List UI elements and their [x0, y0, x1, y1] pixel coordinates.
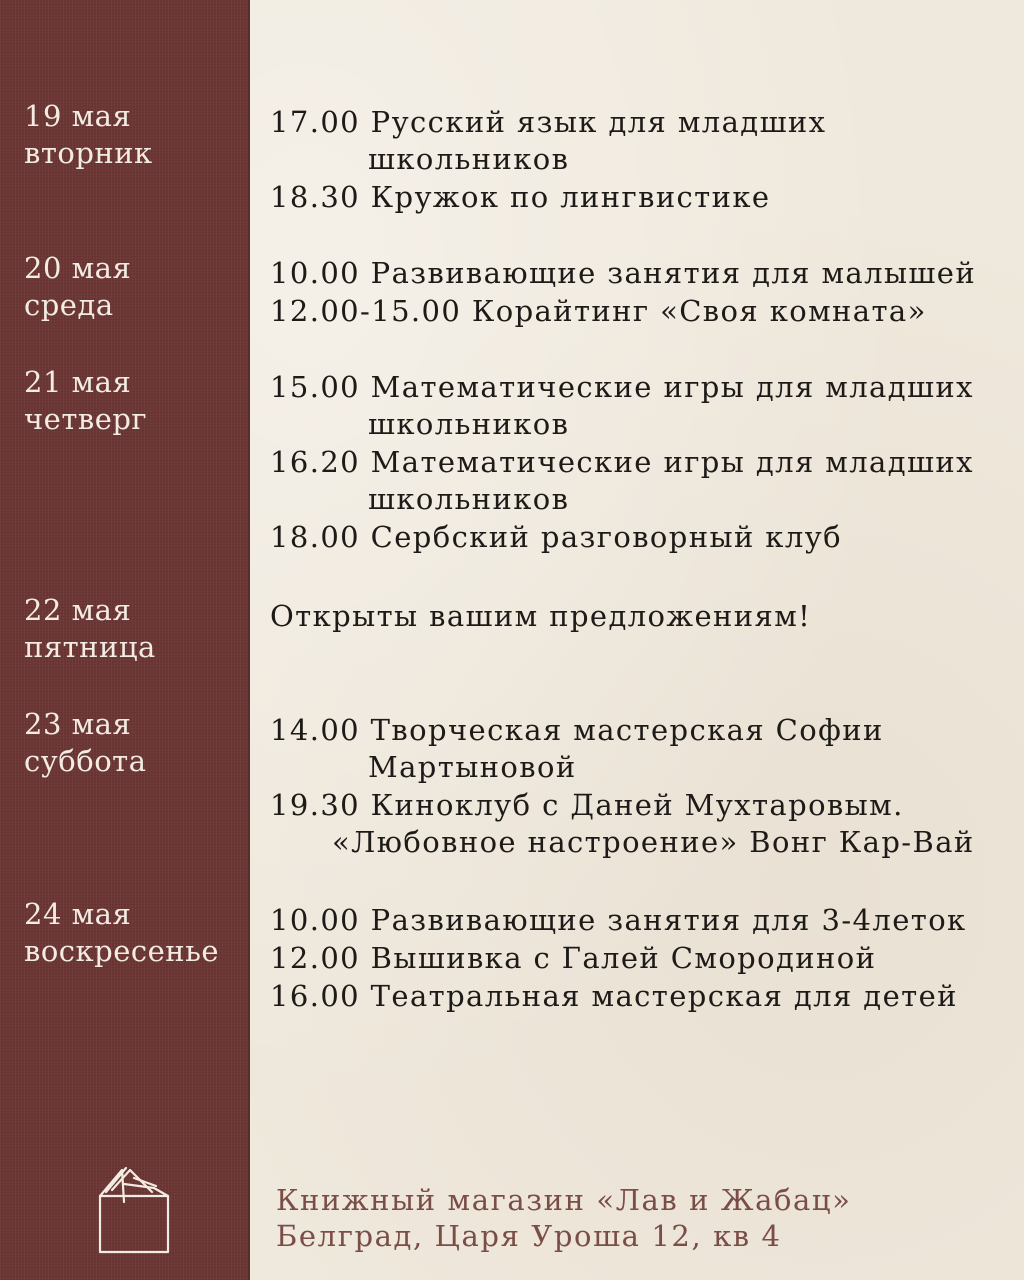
- event-title: Кружок по лингвистике: [370, 180, 771, 214]
- day-date: 21 мая: [24, 365, 132, 399]
- list-item: [270, 902, 1010, 939]
- day-label-tuesday: [24, 98, 153, 172]
- list-item: [270, 519, 1010, 556]
- event-time: 19.30: [270, 788, 361, 822]
- event-time: 14.00: [270, 713, 361, 747]
- day-weekday: пятница: [24, 630, 156, 664]
- event-time: 17.00: [270, 105, 361, 139]
- list-item: [270, 787, 1010, 861]
- event-title: Развивающие занятия для малышей: [370, 256, 977, 290]
- store-name: Книжный магазин «Лав и Жабац»: [276, 1183, 852, 1217]
- event-time: 15.00: [270, 370, 361, 404]
- open-book-icon: [94, 1162, 176, 1256]
- event-title: Творческая мастерская Софии Мартыновой: [368, 713, 884, 784]
- day-label-saturday: [24, 706, 147, 780]
- day-weekday: суббота: [24, 744, 147, 778]
- day-date: 24 мая: [24, 897, 132, 931]
- day-label-friday: [24, 592, 156, 666]
- list-item: [270, 255, 1010, 292]
- event-title: Математические игры для младших школьников: [368, 370, 974, 441]
- events-saturday: [270, 712, 1010, 862]
- sidebar: [0, 0, 250, 1280]
- list-item: [270, 444, 1010, 518]
- event-time: 18.00: [270, 520, 361, 554]
- day-weekday: вторник: [24, 136, 153, 170]
- list-item: [270, 940, 1010, 977]
- event-time: 12.00: [270, 941, 361, 975]
- friday-note: Открыты вашим предложениям!: [270, 599, 812, 633]
- event-time: 16.20: [270, 445, 361, 479]
- day-label-wednesday: [24, 250, 131, 324]
- events-tuesday: [270, 104, 1010, 217]
- event-title: Корайтинг «Своя комната»: [471, 294, 927, 328]
- list-item: [270, 293, 1010, 330]
- day-date: 19 мая: [24, 99, 132, 133]
- day-date: 23 мая: [24, 707, 132, 741]
- day-date: 20 мая: [24, 251, 132, 285]
- list-item: [270, 104, 1010, 178]
- list-item: [270, 978, 1010, 1015]
- day-weekday: воскресенье: [24, 934, 220, 968]
- list-item: [270, 369, 1010, 443]
- event-title: Киноклуб с Даней Мухтаровым. «Любовное настроение» Вонг Кар-Вай: [332, 788, 975, 859]
- event-title: Развивающие занятия для 3-4леток: [370, 903, 967, 937]
- event-title: Математические игры для младших школьников: [368, 445, 974, 516]
- event-time: 10.00: [270, 256, 361, 290]
- event-time: 12.00-15.00: [270, 294, 462, 328]
- event-title: Русский язык для младших школьников: [368, 105, 827, 176]
- event-time: 16.00: [270, 979, 361, 1013]
- event-title: Вышивка с Галей Смородиной: [370, 941, 877, 975]
- day-weekday: среда: [24, 288, 114, 322]
- store-address: Белград, Царя Уроша 12, кв 4: [276, 1219, 782, 1253]
- event-title: Театральная мастерская для детей: [370, 979, 958, 1013]
- event-title: Сербский разговорный клуб: [370, 520, 842, 554]
- events-sunday: [270, 902, 1010, 1016]
- store-footer: [276, 1182, 852, 1254]
- day-weekday: четверг: [24, 402, 148, 436]
- day-label-thursday: [24, 364, 147, 438]
- list-item: [270, 179, 1010, 216]
- day-label-sunday: [24, 896, 219, 970]
- events-wednesday: [270, 255, 1010, 331]
- day-date: 22 мая: [24, 593, 132, 627]
- event-time: 18.30: [270, 180, 361, 214]
- event-time: 10.00: [270, 903, 361, 937]
- events-thursday: [270, 369, 1010, 557]
- list-item: [270, 712, 1010, 786]
